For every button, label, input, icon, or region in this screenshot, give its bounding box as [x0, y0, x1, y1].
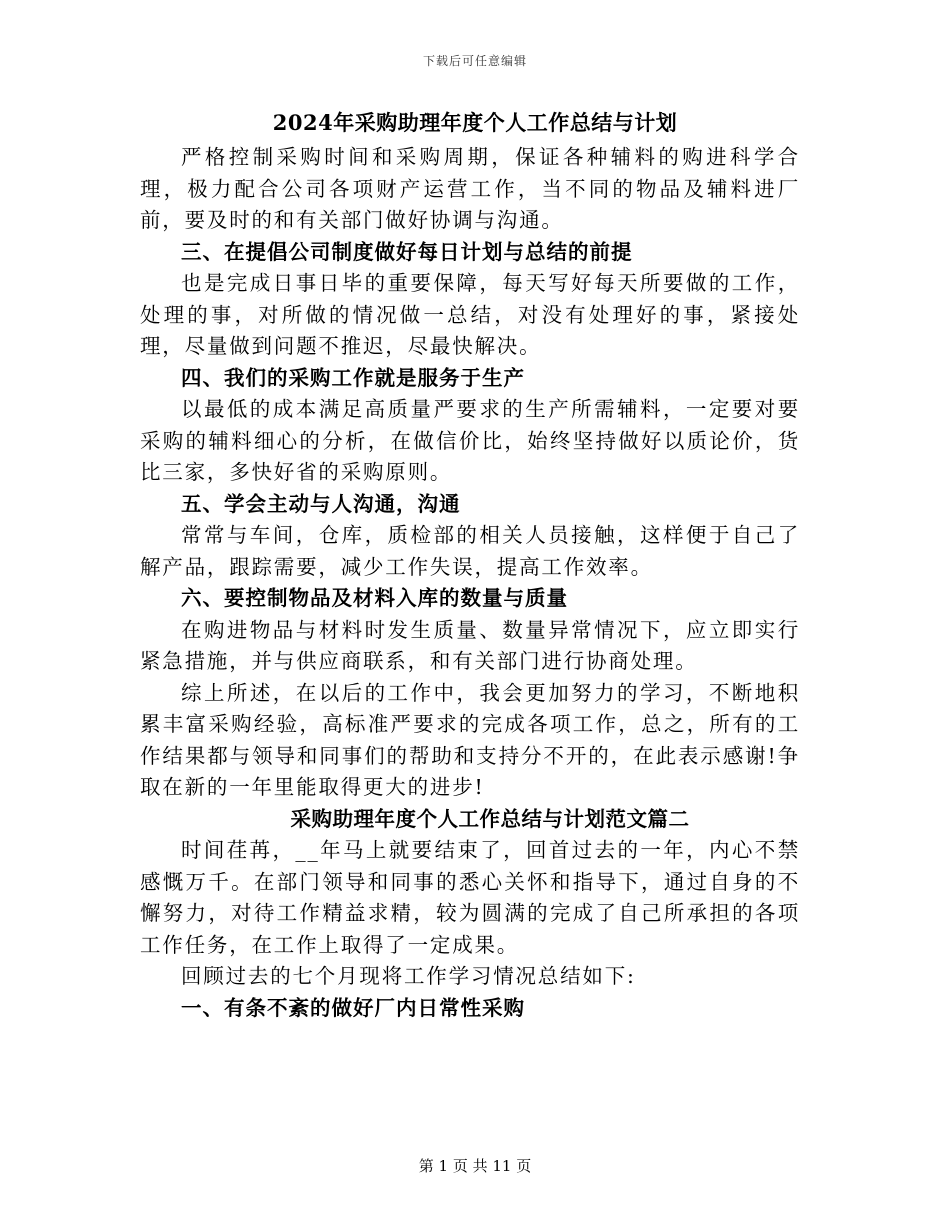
- paragraph: 回顾过去的七个月现将工作学习情况总结如下:: [181, 964, 636, 988]
- paragraph: 也是完成日事日毕的重要保障，每天写好每天所要做的工作，处理的事，对所做的情况做一总结，对没有处理好的事，紧接处理，尽量做到问题不推迟，尽最快解决。: [140, 271, 800, 358]
- article-subtitle: 采购助理年度个人工作总结与计划范文篇二: [290, 806, 690, 831]
- section-heading: 四、我们的采购工作就是服务于生产: [181, 365, 525, 390]
- paragraph: 以最低的成本满足高质量严要求的生产所需辅料，一定要对要采购的辅料细心的分析，在做信价比，始终坚持做好以质论价，货比三家，多快好省的采购原则。: [140, 397, 800, 484]
- page-number-footer: 第 1 页 共 11 页: [418, 1157, 532, 1175]
- paragraph: 在购进物品与材料时发生质量、数量异常情况下，应立即实行紧急措施，并与供应商联系，和有关部门进行协商处理。: [140, 617, 800, 673]
- paragraph: 综上所述，在以后的工作中，我会更加努力的学习，不断地积累丰富采购经验，高标准严要求的完成各项工作，总之，所有的工作结果都与领导和同事们的帮助和支持分不开的，在此表示感谢!争取在新的一年里能取得更大的进步!: [140, 680, 800, 799]
- section-heading: 三、在提倡公司制度做好每日计划与总结的前提: [181, 239, 633, 264]
- paragraph: 常常与车间，仓库，质检部的相关人员接触，这样便于自己了解产品，跟踪需要，减少工作失误，提高工作效率。: [140, 523, 800, 579]
- paragraph: 时间荏苒，__年马上就要结束了，回首过去的一年，内心不禁感慨万千。在部门领导和同事的悉心关怀和指导下，通过自身的不懈努力，对待工作精益求精，较为圆满的完成了自己所承担的各项工作任务，在工作上取得了一定成果。: [140, 838, 800, 957]
- section-heading: 一、有条不紊的做好厂内日常性采购: [181, 995, 525, 1020]
- section-heading: 六、要控制物品及材料入库的数量与质量: [181, 586, 568, 610]
- paragraph: 严格控制采购时间和采购周期，保证各种辅料的购进科学合理，极力配合公司各项财产运营工作，当不同的物品及辅料进厂前，要及时的和有关部门做好协调与沟通。: [140, 145, 800, 232]
- header-note: 下载后可任意编辑: [422, 54, 527, 68]
- document-title: 2024年采购助理年度个人工作总结与计划: [272, 110, 678, 135]
- document-body: [140, 142, 800, 1024]
- section-heading: 五、学会主动与人沟通，沟通: [181, 491, 461, 516]
